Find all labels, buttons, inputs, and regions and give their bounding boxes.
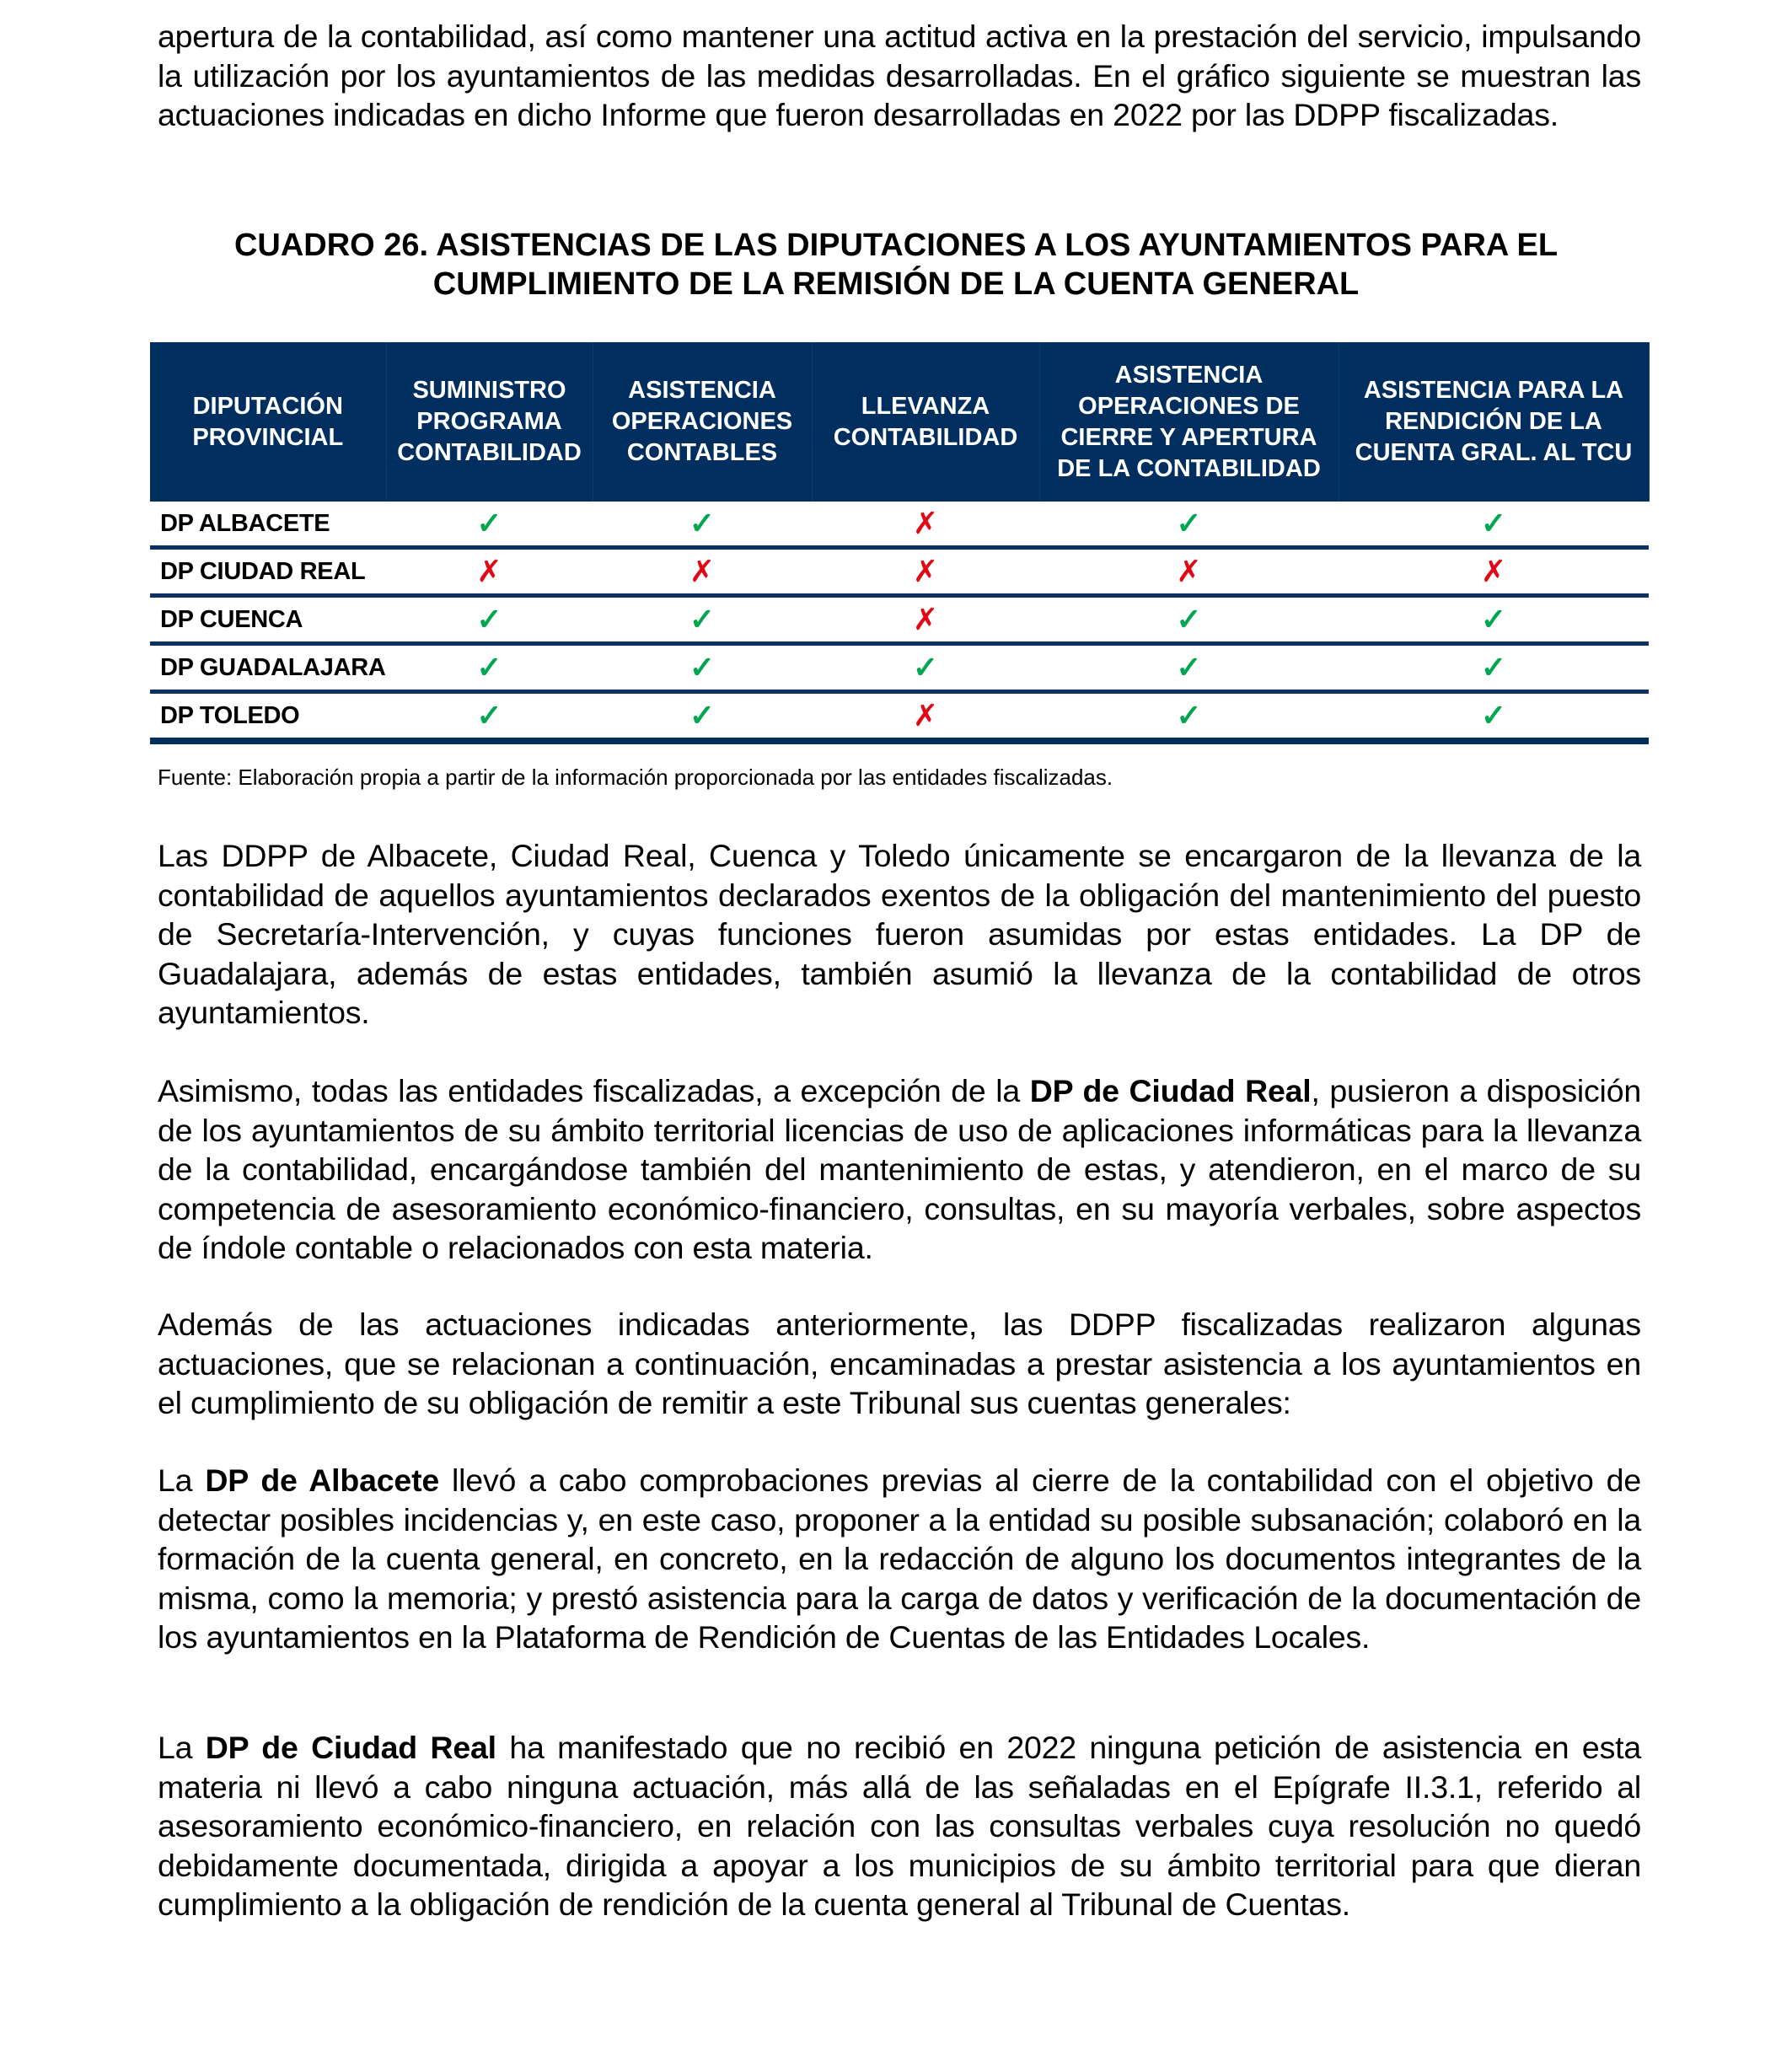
intro-paragraph: apertura de la contabilidad, así como mantener una actitud activa en la prestación del servicio, impulsando la utilización por los ayuntamientos de las medidas desarrolladas. En el gráfico siguiente se muestran las actuaciones indicadas en dicho Informe que fueron desarrolladas en 2022 por las DDPP fiscalizadas.	[158, 19, 1641, 132]
table-cell	[1339, 596, 1649, 644]
cross-icon: ✗	[476, 554, 502, 588]
check-icon: ✓	[1480, 602, 1507, 636]
row-label: DP ALBACETE	[150, 502, 386, 548]
text-run: , pusieron a disposición de los ayuntamientos de su ámbito territorial licencias de uso de aplicaciones informáticas para la llevanza de la contabilidad, encargándose también del mantenimiento de estas, y atendieron, en el marco de su competencia de asesoramiento económico-financiero, consultas, en su mayoría verbales, sobre aspectos de índole contable o relacionados con esta materia.	[158, 1073, 1642, 1265]
cross-icon: ✗	[1480, 554, 1507, 588]
text-run: Asimismo, todas las entidades fiscalizadas, a excepción de la	[158, 1073, 1030, 1108]
paragraph-licencias	[158, 1071, 1641, 1268]
check-icon: ✓	[689, 650, 716, 684]
table-cell	[386, 548, 593, 596]
paragraph-actuaciones: Además de las actuaciones indicadas anteriormente, las DDPP fiscalizadas realizaron algunas actuaciones, que se relacionan a continuación, encaminadas a prestar asistencia a los ayuntamientos en el cumplimiento de su obligación de remitir a este Tribunal sus cuentas generales:	[158, 1307, 1641, 1420]
text-run: La	[158, 1730, 206, 1765]
check-icon: ✓	[476, 602, 502, 636]
cross-icon: ✗	[689, 554, 716, 588]
bold-entity-ciudad-real: DP de Ciudad Real	[1029, 1073, 1312, 1108]
table-source-note: Fuente: Elaboración propia a partir de la información proporcionada por las entidades fiscalizadas.	[158, 765, 1113, 790]
check-icon: ✓	[476, 650, 502, 684]
table-cell	[386, 692, 593, 742]
column-header-cierre-apertura: ASISTENCIA OPERACIONES DE CIERRE Y APERTURA DE LA CONTABILIDAD	[1039, 342, 1339, 502]
column-header-suministro: SUMINISTRO PROGRAMA CONTABILIDAD	[386, 342, 593, 502]
table-cell	[1039, 596, 1339, 644]
table-cell	[593, 502, 812, 548]
table-cell	[812, 692, 1039, 742]
table-cell	[1339, 644, 1649, 692]
table-cell	[1339, 502, 1649, 548]
check-icon: ✓	[689, 506, 716, 540]
table-cell	[386, 596, 593, 644]
column-header-diputacion: DIPUTACIÓN PROVINCIAL	[150, 342, 386, 502]
table-row	[150, 644, 1649, 692]
row-label: DP GUADALAJARA	[150, 644, 386, 692]
table-cell	[593, 548, 812, 596]
check-icon: ✓	[1176, 506, 1202, 540]
table-cell	[812, 548, 1039, 596]
column-header-asistencia-operaciones: ASISTENCIA OPERACIONES CONTABLES	[593, 342, 812, 502]
table-cell	[1339, 692, 1649, 742]
text-run: llevó a cabo comprobaciones previas al cierre de la contabilidad con el objetivo de detectar posibles incidencias y, en este caso, proponer a la entidad su posible subsanación; colaboró en la formación de la cuenta general, en concreto, en la redacción de alguno los documentos integrantes de la misma, como la memoria; y prestó asistencia para la carga de datos y verificación de la documentación de los ayuntamientos en la Plataforma de Rendición de Cuentas de las Entidades Locales.	[158, 1462, 1641, 1655]
table-row	[150, 596, 1649, 644]
table-cell	[1039, 548, 1339, 596]
table-cell	[1039, 502, 1339, 548]
assistance-table	[150, 342, 1650, 744]
table-cell	[593, 644, 812, 692]
check-icon: ✓	[689, 602, 716, 636]
paragraph-albacete	[158, 1461, 1641, 1657]
table-row	[150, 502, 1649, 548]
table-cell	[593, 596, 812, 644]
table-cell	[593, 692, 812, 742]
cross-icon: ✗	[912, 554, 939, 588]
check-icon: ✓	[1480, 506, 1507, 540]
row-label: DP TOLEDO	[150, 692, 386, 742]
table-title-line-1: CUADRO 26. ASISTENCIAS DE LAS DIPUTACIONES A LOS AYUNTAMIENTOS PARA EL	[233, 228, 1559, 263]
check-icon: ✓	[689, 698, 716, 733]
table-header-row	[150, 342, 1649, 502]
table-title	[126, 226, 1666, 303]
table-row	[150, 692, 1649, 742]
check-icon: ✓	[476, 698, 502, 733]
column-header-llevanza: LLEVANZA CONTABILIDAD	[812, 342, 1039, 502]
check-icon: ✓	[1176, 602, 1202, 636]
table-cell	[812, 502, 1039, 548]
cross-icon: ✗	[912, 602, 939, 636]
table-cell	[1039, 644, 1339, 692]
check-icon: ✓	[1480, 650, 1507, 684]
bold-entity-ciudad-real: DP de Ciudad Real	[205, 1730, 496, 1765]
text-run: ha manifestado que no recibió en 2022 ninguna petición de asistencia en esta materia ni llevó a cabo ninguna actuación, más allá de las señaladas en el Epígrafe II.3.1, referido al asesoramiento económico-financiero, en relación con las consultas verbales cuya resolución no quedó debidamente documentada, dirigida a apoyar a los municipios de su ámbito territorial para que dieran cumplimiento a la obligación de rendición de la cuenta general al Tribunal de Cuentas.	[158, 1730, 1642, 1922]
table-row	[150, 548, 1649, 596]
text-run: La	[158, 1462, 206, 1498]
paragraph-ciudad-real	[158, 1728, 1641, 1924]
table-cell	[812, 596, 1039, 644]
row-label: DP CIUDAD REAL	[150, 548, 386, 596]
table-title-line-2: CUMPLIMIENTO DE LA REMISIÓN DE LA CUENTA GENERAL	[432, 266, 1360, 302]
table-cell	[386, 502, 593, 548]
cross-icon: ✗	[912, 506, 939, 540]
row-label: DP CUENCA	[150, 596, 386, 644]
cross-icon: ✗	[912, 698, 939, 733]
check-icon: ✓	[1176, 650, 1202, 684]
check-icon: ✓	[476, 506, 502, 540]
bold-entity-albacete: DP de Albacete	[205, 1462, 440, 1498]
check-icon: ✓	[1176, 698, 1202, 733]
cross-icon: ✗	[1176, 554, 1202, 588]
check-icon: ✓	[1480, 698, 1507, 733]
column-header-rendicion-tcu: ASISTENCIA PARA LA RENDICIÓN DE LA CUENTA GRAL. AL TCU	[1339, 342, 1649, 502]
table-cell	[1039, 692, 1339, 742]
table-cell	[1339, 548, 1649, 596]
paragraph-llevanza: Las DDPP de Albacete, Ciudad Real, Cuenca y Toledo únicamente se encargaron de la llevanza de la contabilidad de aquellos ayuntamientos declarados exentos de la obligación del mantenimiento del puesto de Secretaría-Intervención, y cuyas funciones fueron asumidas por estas entidades. La DP de Guadalajara, además de estas entidades, también asumió la llevanza de la contabilidad de otros ayuntamientos.	[158, 838, 1641, 1030]
table-cell	[812, 644, 1039, 692]
table-cell	[386, 644, 593, 692]
check-icon: ✓	[912, 650, 939, 684]
